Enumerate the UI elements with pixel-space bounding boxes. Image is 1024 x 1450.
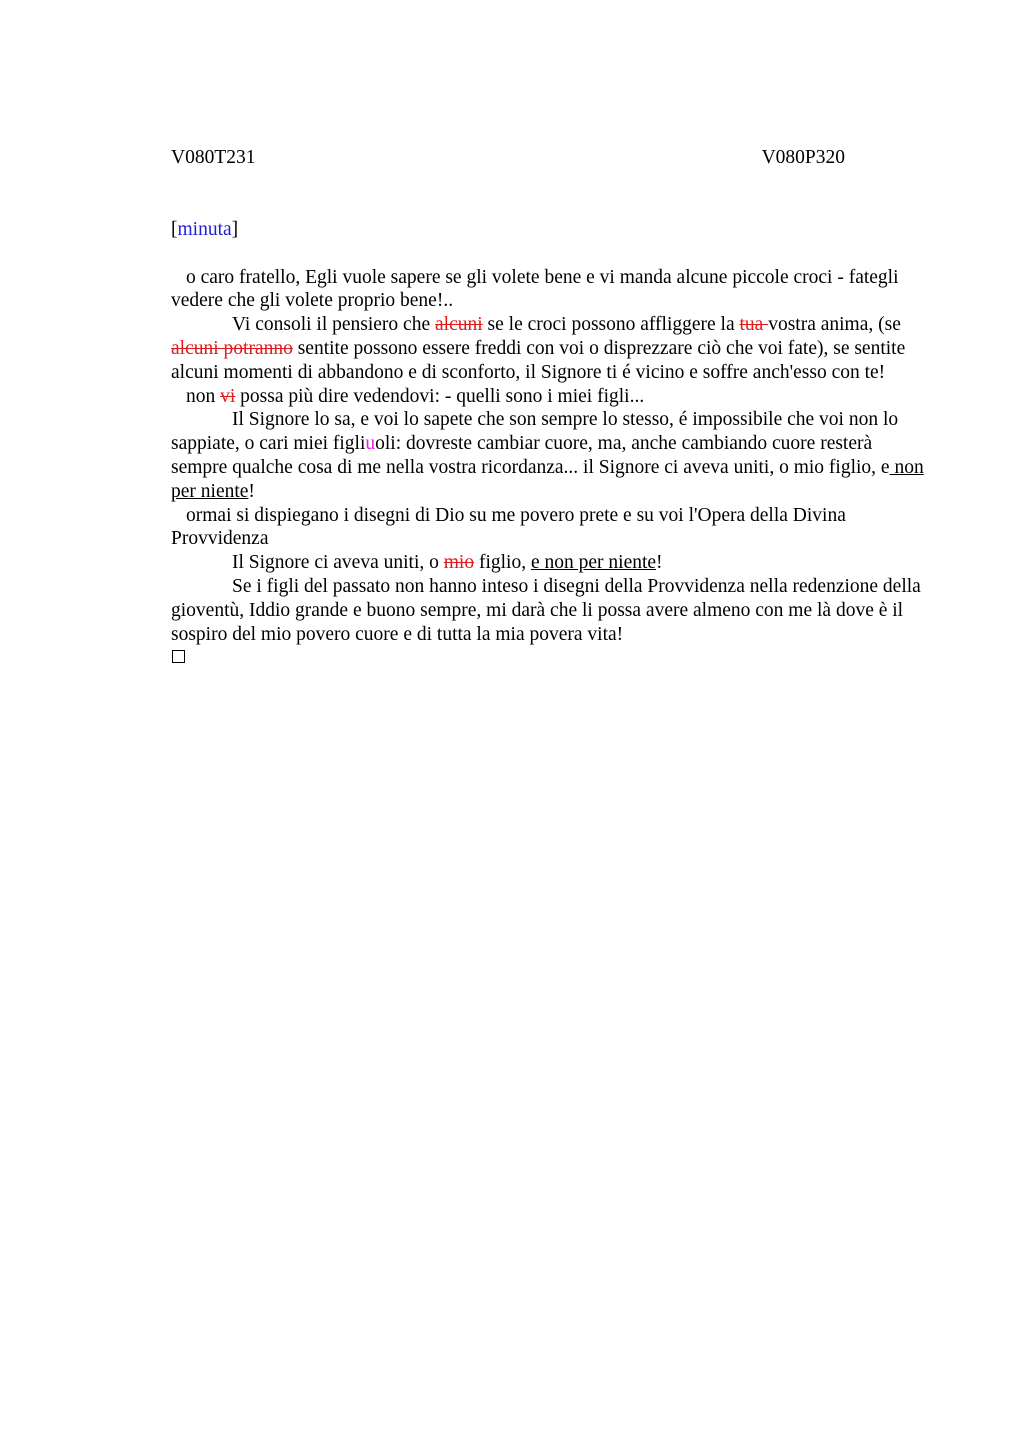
p4-text-c: ! <box>248 480 255 502</box>
p4-insertion-1: u <box>365 433 376 455</box>
p4-text-a: Il Signore lo sa, e voi lo sapete che son sempre lo stesso, é impossibile che voi non lo sappiate, o cari miei figli <box>171 409 899 455</box>
note-label: minuta <box>177 218 232 240</box>
note-open-bracket: [ <box>171 218 178 240</box>
paragraph-3 <box>171 385 931 409</box>
p6-underline-1: e non per niente <box>530 552 657 574</box>
p4-underline-1: non per niente <box>171 456 924 502</box>
p7-text: Se i figli del passato non hanno inteso i disegni della Provvidenza nella redenzione della gioventù, Iddio grande e buono sempre, mi darà che li possa avere almeno con me là dove è il sospiro del mio povero cuore e di tutta la mia povera vita! <box>171 575 921 645</box>
document-code-left: V080T231 <box>171 147 256 168</box>
p4-text-b: oli: dovreste cambiar cuore, ma, anche cambiando cuore resterà sempre qualche cosa di me nella vostra ricordanza... il Signore ci aveva uniti, o mio figlio, e <box>171 433 890 478</box>
paragraph-2 <box>171 313 931 384</box>
paragraph-7 <box>171 575 931 646</box>
paragraph-1 <box>171 266 931 314</box>
document-page <box>171 146 931 663</box>
paragraph-5 <box>171 504 931 552</box>
p6-text-c: ! <box>656 552 663 574</box>
document-header <box>171 146 845 170</box>
p2-text-a: Vi consoli il pensiero che <box>232 314 435 336</box>
paragraph-6 <box>171 551 931 575</box>
p5-text: ormai si dispiegano i disegni di Dio su me povero prete e su voi l'Opera della Divina Provvidenza <box>171 504 846 550</box>
p6-text-b: figlio, <box>474 552 531 574</box>
p2-deletion-2: tua <box>739 314 769 336</box>
p1-text: o caro fratello, Egli vuole sapere se gli volete bene e vi manda alcune piccole croci - fategli vedere che gli volete proprio bene!.. <box>171 266 899 312</box>
note-close-bracket: ] <box>231 218 239 240</box>
p3-deletion-1: vi <box>220 385 236 407</box>
p2-text-d: sentite possono essere freddi con voi o disprezzare ciò che voi fate), se sentite alcuni momenti di abbandono e di sconforto, il Signore ti é vicino e soffre anch'esso con te! <box>171 337 906 383</box>
p6-text-a: Il Signore ci aveva uniti, o <box>232 552 444 574</box>
paragraph-4 <box>171 408 931 503</box>
p2-deletion-3: alcuni potranno <box>171 337 293 359</box>
letter-body <box>171 266 931 664</box>
p6-deletion-1: mio <box>443 552 475 574</box>
document-code-right: V080P320 <box>761 147 845 168</box>
p2-deletion-1: alcuni <box>435 314 483 336</box>
p3-text-b: possa più dire vedendovi: - quelli sono i miei figli... <box>235 385 645 407</box>
p2-text-c: vostra anima, (se <box>768 314 901 336</box>
end-marker-box <box>172 650 185 663</box>
p3-text-a: non <box>186 385 221 407</box>
p2-text-b: se le croci possono affliggere la <box>482 314 740 336</box>
editorial-note <box>171 218 931 242</box>
